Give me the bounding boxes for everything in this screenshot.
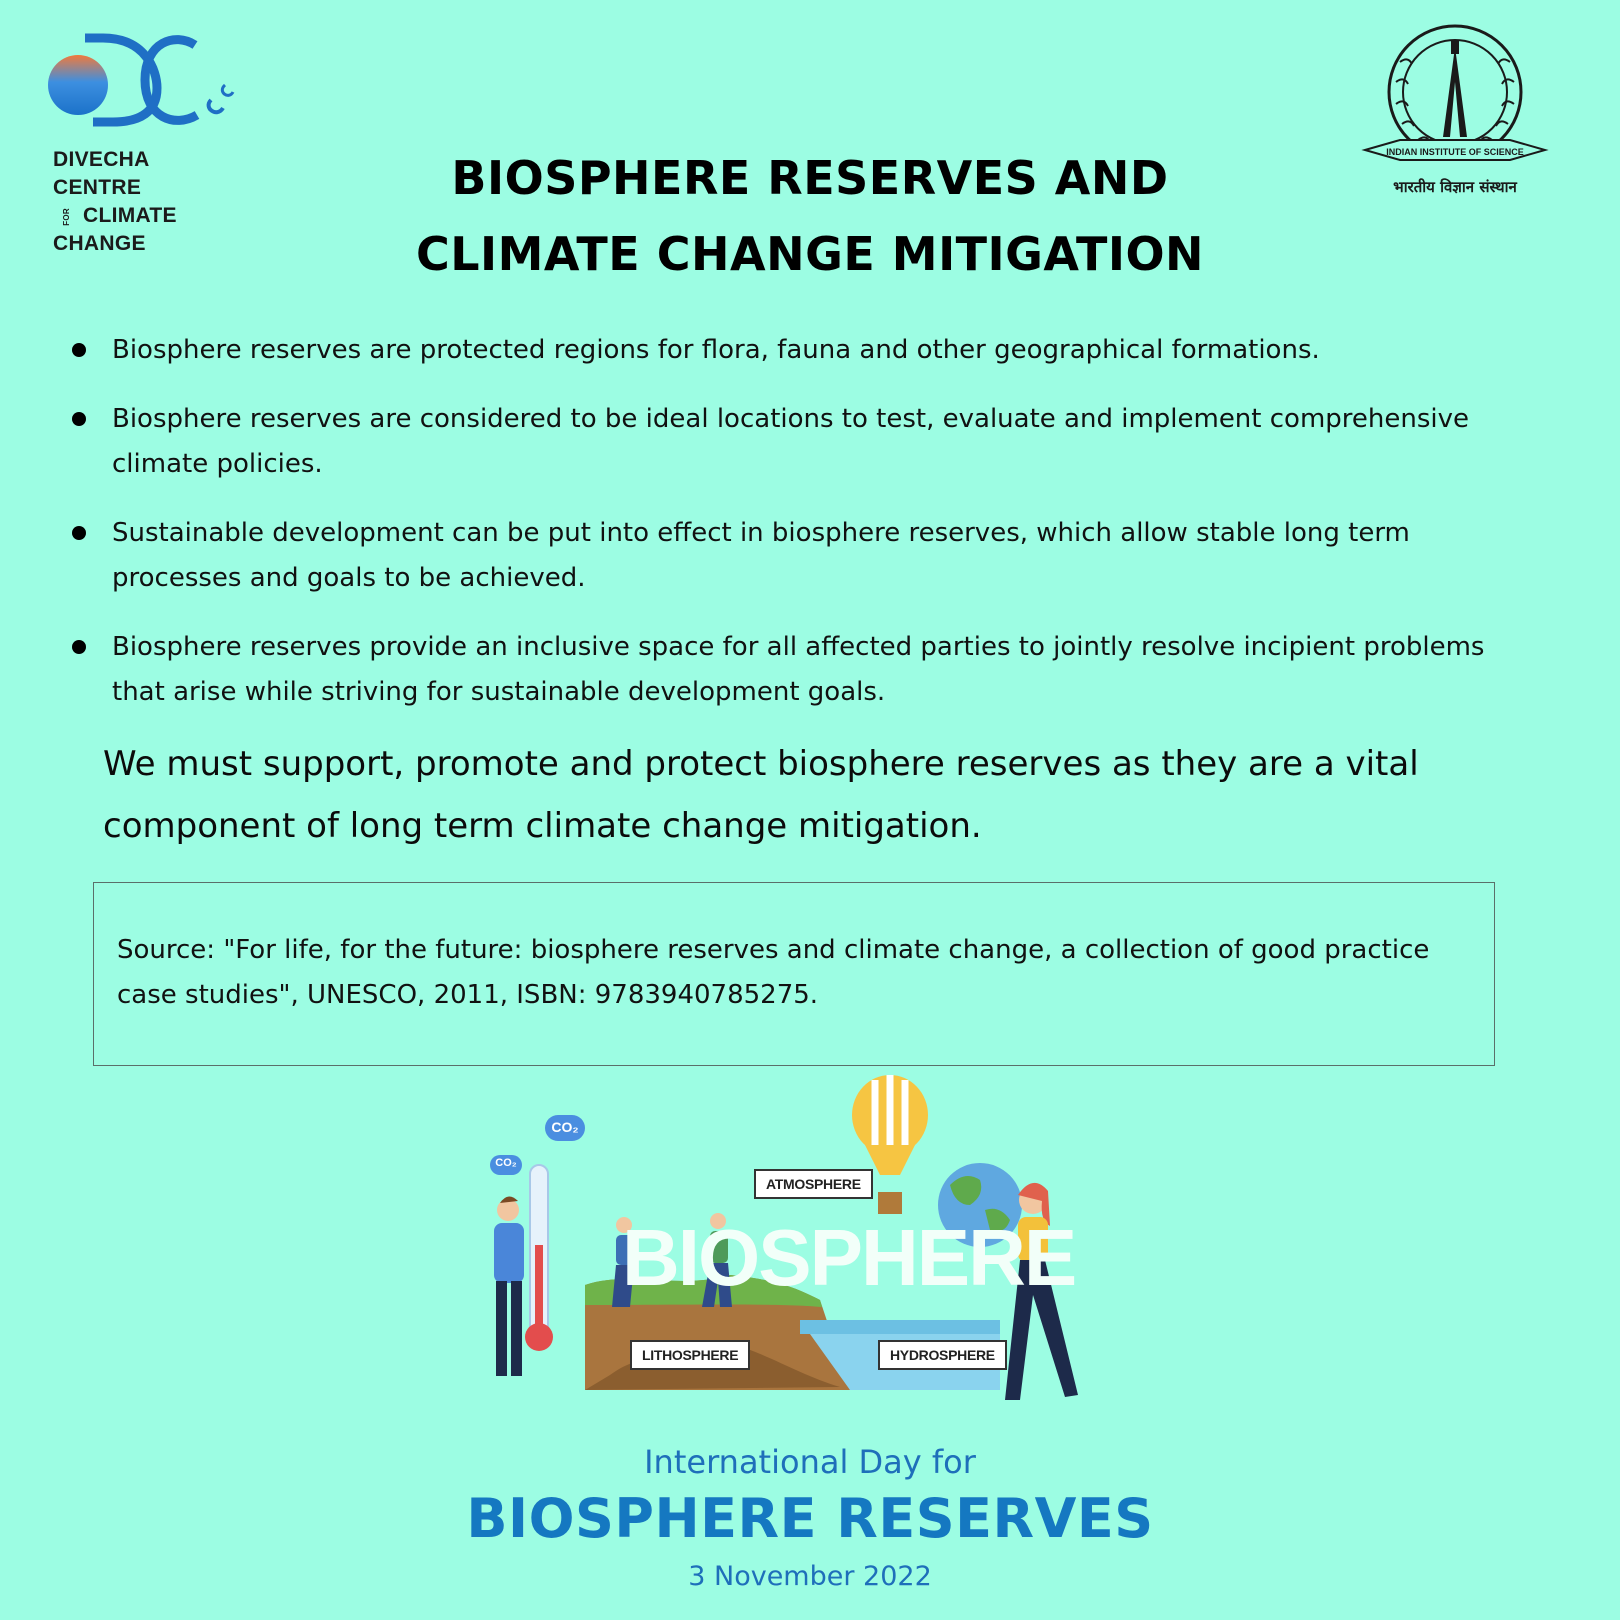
biosphere-word: BIOSPHERE xyxy=(622,1213,1076,1302)
bullet-text: Biosphere reserves provide an inclusive space for all affected parties to jointly resolve incipient problems that arise while striving for sustainable development goals. xyxy=(112,632,1485,707)
bullet-list xyxy=(70,328,1500,739)
atmosphere-label: ATMOSPHERE xyxy=(754,1169,873,1199)
bullet-text: Biosphere reserves are protected regions for flora, fauna and other geographical formations. xyxy=(112,335,1320,365)
bullet-dot-icon xyxy=(72,526,86,540)
footer-subtitle: International Day for xyxy=(644,1443,976,1481)
iisc-emblem-icon xyxy=(1360,22,1550,172)
hydrosphere-label: HYDROSPHERE xyxy=(878,1340,1007,1370)
divecha-logo-text xyxy=(53,146,235,258)
title-line-1: BIOSPHERE RESERVES AND xyxy=(451,151,1169,205)
logo-for: FOR xyxy=(62,207,71,226)
bullet-item xyxy=(70,397,1500,487)
bullet-item xyxy=(70,511,1500,601)
bullet-dot-icon xyxy=(72,640,86,654)
co2-bubble-small: CO₂ xyxy=(495,1157,517,1169)
logo-line-1: DIVECHA CENTRE xyxy=(53,148,149,199)
bullet-item xyxy=(70,625,1500,715)
source-box xyxy=(93,882,1495,1066)
divecha-centre-logo xyxy=(45,30,235,255)
source-citation: Source: "For life, for the future: biosphere reserves and climate change, a collection of good practice case studies", UNESCO, 2011, ISBN: 9783940785275. xyxy=(117,935,1430,1010)
bullet-dot-icon xyxy=(72,343,86,357)
iisc-logo xyxy=(1360,22,1550,207)
iisc-ring-text: INDIAN INSTITUTE OF SCIENCE xyxy=(1386,147,1524,157)
iisc-hindi-name: भारतीय विज्ञान संस्थान xyxy=(1393,178,1517,196)
bullet-text: Sustainable development can be put into effect in biosphere reserves, which allow stable long term processes and goals to be achieved. xyxy=(112,518,1410,593)
co2-bubble-large: CO₂ xyxy=(551,1119,579,1135)
logo-line-2: CLIMATE CHANGE xyxy=(53,204,177,255)
dc-emblem-icon xyxy=(45,30,235,145)
footer-headline: BIOSPHERE RESERVES xyxy=(466,1487,1154,1550)
bullet-item xyxy=(70,328,1500,373)
footer-date: 3 November 2022 xyxy=(688,1561,932,1592)
lithosphere-label: LITHOSPHERE xyxy=(630,1340,750,1370)
page-title xyxy=(300,140,1320,292)
bullet-text: Biosphere reserves are considered to be ideal locations to test, evaluate and implement comprehensive climate policies. xyxy=(112,404,1470,479)
biosphere-illustration xyxy=(480,1075,1130,1435)
title-line-2: CLIMATE CHANGE MITIGATION xyxy=(415,227,1205,281)
bullet-dot-icon xyxy=(72,412,86,426)
callout-statement: We must support, promote and protect biosphere reserves as they are a vital component of long term climate change mitigation. xyxy=(103,744,1419,846)
